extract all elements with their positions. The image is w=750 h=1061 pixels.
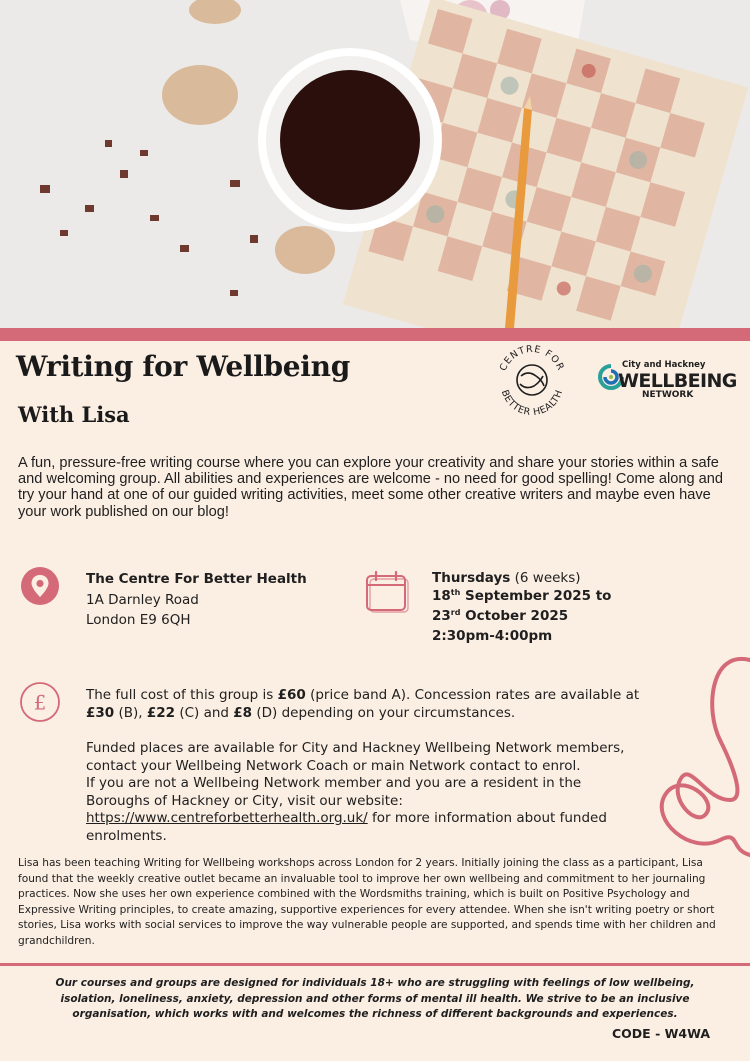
session-time: 2:30pm-4:00pm [432, 628, 553, 644]
schedule-duration: (6 weeks) [514, 570, 581, 586]
venue-line2: London E9 6QH [86, 612, 191, 628]
funded-places [86, 740, 646, 846]
wellbeing-logo-sub: NETWORK [642, 390, 694, 400]
wellbeing-logo-top: City and Hackney [622, 360, 706, 370]
venue-line1: 1A Darnley Road [86, 591, 199, 608]
end-day: 23 [432, 608, 451, 624]
instructor-bio: Lisa has been teaching Writing for Wellbeing workshops across London for 2 years. Initially joining the class as a participant, Lisa found that the weekly creative outlet became an invaluable tool to improve her own wellbeing and commitment to her journaling practices. Now she uses her own experience combined with the Wordsmiths training, which is built on Positive Psychology and Expressive Writing principles, to create amazing, supportive experiences for every attendee. When she isn't writing poetry or short stories, Lisa works with social services to improve the way vulnerable people are supported, and spends time with her children and grandchildren. [18, 857, 716, 947]
funded-text-3: for more information about funded enrolments. [86, 810, 607, 844]
intro-paragraph: A fun, pressure-free writing course where you can explore your creativity and share your stories within a safe and welcoming group. All abilities and experiences are welcome - no need for good spelling! Come along and try your hand at one of our guided writing activities, meet some other creative writers and maybe even have your work published on our blog! [18, 455, 723, 520]
full-price: £60 [277, 687, 306, 703]
svg-text:£: £ [33, 690, 47, 715]
start-day-suffix: th [450, 588, 461, 597]
venue-name: The Centre For Better Health [86, 571, 307, 587]
svg-text:CENTRE FOR [498, 344, 566, 373]
coffee-and-notebook-image [0, 0, 750, 328]
cost-paragraph [86, 686, 646, 722]
decorative-squiggle [650, 650, 750, 860]
venue-address [86, 569, 307, 631]
centre-for-better-health-logo [492, 340, 572, 420]
location-pin-icon [20, 566, 60, 606]
price-band-c: £22 [146, 705, 176, 722]
inclusion-statement: Our courses and groups are designed for individuals 18+ who are struggling with feelings of low wellbeing, isolation, loneliness, anxiety, depression and other forms of mental ill health. We strive to be an inclusive organisation, which works with and welcomes the richness of different backgrounds and experiences. [55, 977, 695, 1020]
price-band-b: £30 [86, 705, 115, 722]
calendar-icon [364, 570, 410, 614]
cost-text-4: (C) and [175, 705, 234, 722]
hero-photo [0, 0, 750, 328]
start-day: 18 [432, 588, 451, 604]
cost-text-1: The full cost of this group is [86, 687, 278, 703]
cbh-logo-line2: BETTER HEALTH [498, 388, 566, 419]
pound-icon [19, 681, 61, 723]
joined-hands-icon [517, 365, 547, 395]
start-date-rest: September 2025 to [465, 588, 612, 604]
end-date-rest: October 2025 [465, 608, 569, 624]
course-code: CODE - W4WA [612, 1026, 710, 1041]
cost-text-3: (B), [114, 705, 147, 722]
cost-text-2: (price band A). Concession rates are available at [305, 687, 640, 703]
wellbeing-logo-main: WELLBEING [618, 370, 737, 392]
end-day-suffix: rd [450, 608, 461, 617]
cost-text-5: (D) depending on your circumstances. [252, 705, 516, 722]
website-link[interactable]: https://www.centreforbetterhealth.org.uk/ [86, 810, 368, 827]
funded-text-1: Funded places are available for City and Hackney Wellbeing Network members, contact your Wellbeing Network Coach or main Network contact to enrol. [86, 740, 625, 774]
funded-text-2: If you are not a Wellbeing Network member and you are a resident in the Boroughs of Hackney or City, visit our website: [86, 775, 582, 809]
wellbeing-network-logo [598, 360, 737, 404]
page-title: Writing for Wellbeing [16, 350, 350, 383]
course-schedule [432, 569, 611, 645]
schedule-day: Thursdays [432, 570, 511, 586]
svg-text:BETTER HEALTH [499, 388, 565, 418]
accent-bar [0, 328, 750, 341]
price-band-d: £8 [233, 705, 253, 722]
footer-divider [0, 963, 750, 966]
page-subtitle: With Lisa [18, 402, 130, 427]
cbh-logo-line1: CENTRE FOR [497, 343, 567, 373]
